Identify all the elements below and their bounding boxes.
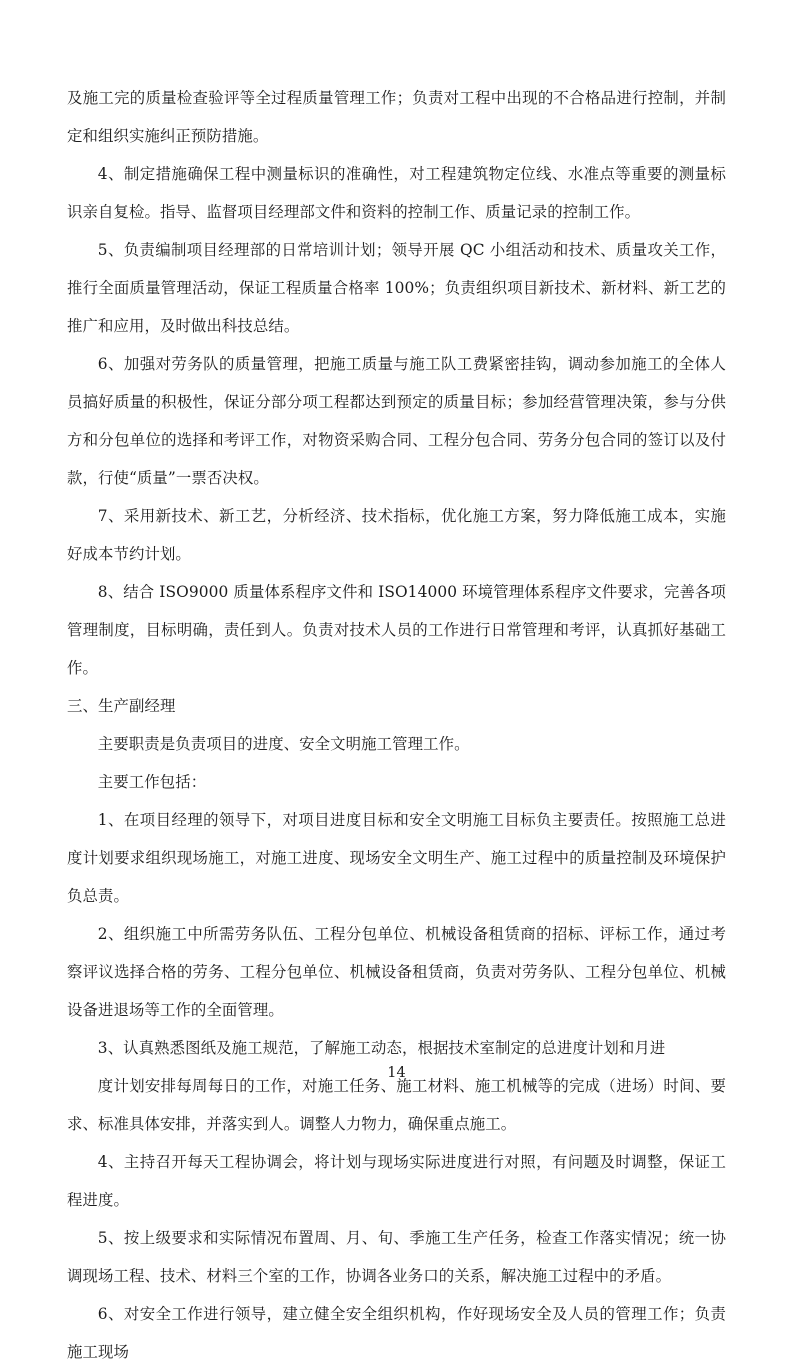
paragraph-prod-item-3-first-line: 3、认真熟悉图纸及施工规范，了解施工动态，根据技术室制定的总进度计划和月进 [97, 1039, 666, 1057]
paragraph-main-duties: 主要职责是负责项目的进度、安全文明施工管理工作。 [97, 735, 470, 753]
paragraph-item-6-labor-team-quality: 6、加强对劳务队的质量管理，把施工质量与施工队工费紧密挂钩，调动参加施工的全体人员搞好质量的积极性，保证分部分项工程都达到预定的质量目标；参加经营管理决策，参与分供方和分包单位的选择和考评工作，对物资采购合同、工程分包合同、劳务分包合同的签订以及付款，行使“质量”一票否决权。 [67, 355, 726, 487]
paragraph-prod-item-1-responsibility: 1、在项目经理的领导下，对项目进度目标和安全文明施工目标负主要责任。按照施工总进度计划要求组织现场施工，对施工进度、现场安全文明生产、施工过程中的质量控制及环境保护负总责。 [67, 811, 726, 905]
paragraph-prod-item-4-coordination-meeting: 4、主持召开每天工程协调会，将计划与现场实际进度进行对照，有问题及时调整，保证工程进度。 [67, 1153, 726, 1209]
paragraph-item-5-training-plan: 5、负责编制项目经理部的日常培训计划；领导开展 QC 小组活动和技术、质量攻关工作，推行全面质量管理活动，保证工程质量合格率 100%；负责组织项目新技术、新材料、新工艺的推广和应用，及时做出科技总结。 [67, 241, 726, 335]
paragraph-item-8-iso-systems: 8、结合 ISO9000 质量体系程序文件和 ISO14000 环境管理体系程序文件要求，完善各项管理制度，目标明确，责任到人。负责对技术人员的工作进行日常管理和考评，认真抓好基础工作。 [67, 583, 726, 677]
paragraph-prod-item-3-rest: 度计划安排每周每日的工作，对施工任务、施工材料、施工机械等的完成（进场）时间、要求、标准具体安排，并落实到人。调整人力物力，确保重点施工。 [67, 1077, 726, 1133]
paragraph-quality-inspection-continued: 及施工完的质量检查验评等全过程质量管理工作；负责对工程中出现的不合格品进行控制，并制定和组织实施纠正预防措施。 [67, 89, 726, 145]
section-heading-production-deputy-manager: 三、生产副经理 [67, 697, 176, 715]
paragraph-prod-item-3-drawings [67, 1029, 726, 1143]
paragraph-prod-item-2-bidding: 2、组织施工中所需劳务队伍、工程分包单位、机械设备租赁商的招标、评标工作，通过考察评议选择合格的劳务、工程分包单位、机械设备租赁商，负责对劳务队、工程分包单位、机械设备进退场等工作的全面管理。 [67, 925, 726, 1019]
paragraph-prod-item-5-task-assignment: 5、按上级要求和实际情况布置周、月、旬、季施工生产任务，检查工作落实情况；统一协调现场工程、技术、材料三个室的工作，协调各业务口的关系，解决施工过程中的矛盾。 [67, 1229, 726, 1285]
paragraph-item-7-new-technology: 7、采用新技术、新工艺，分析经济、技术指标，优化施工方案，努力降低施工成本，实施好成本节约计划。 [67, 507, 726, 563]
paragraph-main-work-includes: 主要工作包括： [97, 773, 207, 791]
document-text-body [67, 79, 726, 1371]
paragraph-item-4-measurement-marks: 4、制定措施确保工程中测量标识的准确性，对工程建筑物定位线、水准点等重要的测量标识亲自复检。指导、监督项目经理部文件和资料的控制工作、质量记录的控制工作。 [67, 165, 726, 221]
page-number: 14 [387, 1065, 406, 1081]
paragraph-prod-item-6-safety-leadership: 6、对安全工作进行领导，建立健全安全组织机构，作好现场安全及人员的管理工作；负责施工现场 [67, 1305, 726, 1361]
